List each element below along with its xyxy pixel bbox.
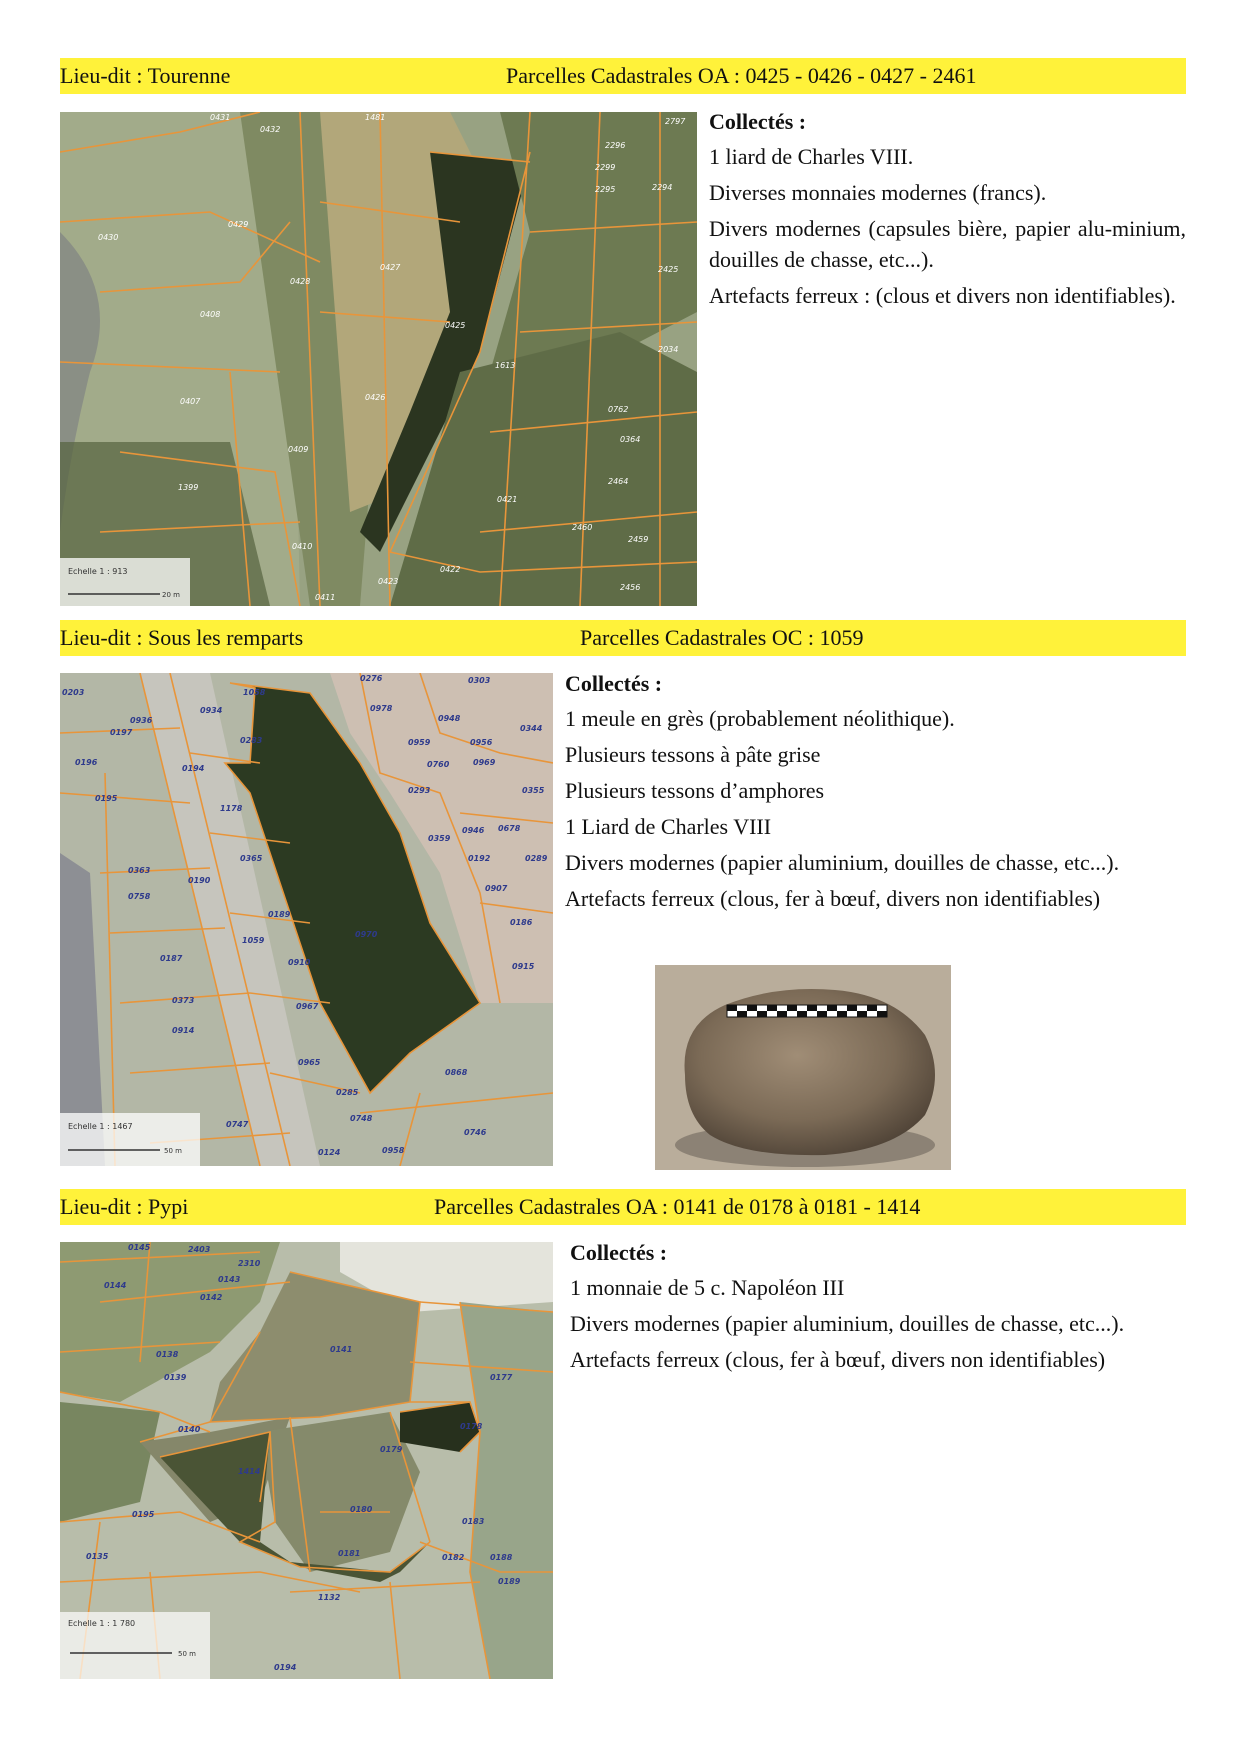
parcel-label: 0373	[172, 996, 195, 1005]
parcel-label: 0355	[522, 786, 545, 795]
parcel-label: 2797	[665, 117, 686, 126]
parcel-label: 2299	[595, 163, 616, 172]
parcel-label: 2456	[620, 583, 641, 592]
parcel-label: 0958	[382, 1146, 405, 1155]
parcel-label: 0946	[462, 826, 485, 835]
parcel-label: 0195	[132, 1510, 155, 1519]
parcel-label: 0203	[62, 688, 85, 697]
cadastral-map-tourenne	[60, 112, 697, 606]
parcel-label: 0293	[408, 786, 431, 795]
parcel-label: 0423	[378, 577, 399, 586]
parcelles-label: Parcelles Cadastrales OA : 0425 - 0426 - 0427 - 2461	[506, 63, 977, 88]
map-scale-bar: 20 m	[162, 591, 180, 599]
parcel-label: 0914	[172, 1026, 195, 1035]
parcel-label: 0180	[350, 1505, 373, 1514]
parcel-label: 0428	[290, 277, 311, 286]
parcel-label: 0303	[468, 676, 491, 685]
parcel-label: 2425	[658, 265, 679, 274]
parcel-label: 0135	[86, 1552, 109, 1561]
lieu-dit-header-pypi	[60, 1189, 1186, 1225]
map-scale-label: Echelle 1 : 1467	[68, 1122, 133, 1131]
parcel-label: 0978	[370, 704, 393, 713]
parcelles-label: Parcelles Cadastrales OA : 0141 de 0178 à 0181 - 1414	[434, 1194, 921, 1219]
parcel-label: 0758	[128, 892, 151, 901]
parcel-label: 2034	[658, 345, 679, 354]
parcel-label: 0289	[525, 854, 548, 863]
parcel-label: 0190	[188, 876, 211, 885]
parcel-label: 0144	[104, 1281, 127, 1290]
parcel-label: 0283	[240, 736, 263, 745]
parcel-label: 0192	[468, 854, 491, 863]
parcel-label: 0194	[182, 764, 205, 773]
lieu-dit-label: Lieu-dit : Sous les remparts	[60, 625, 304, 650]
parcel-label: 0959	[408, 738, 431, 747]
parcel-label: 0407	[180, 397, 201, 406]
collected-list-pypi	[570, 1237, 1186, 1380]
collected-title: Collectés :	[570, 1240, 668, 1265]
parcel-label: 0408	[200, 310, 221, 319]
parcel-label: 2403	[188, 1245, 211, 1254]
parcel-label: 0934	[200, 706, 223, 715]
collected-item: Artefacts ferreux (clous, fer à bœuf, divers non identifiables)	[565, 886, 1101, 911]
collected-item: Divers modernes (papier aluminium, douilles de chasse, etc...).	[565, 850, 1120, 875]
parcel-label: 0188	[490, 1553, 513, 1562]
parcel-label: 0748	[350, 1114, 373, 1123]
parcel-label: 0177	[490, 1373, 513, 1382]
parcel-label: 0967	[296, 1002, 319, 1011]
parcel-label: 0910	[288, 958, 311, 967]
parcel-label: 0431	[210, 113, 231, 122]
parcel-label: 0364	[620, 435, 641, 444]
parcel-label: 0956	[470, 738, 493, 747]
parcel-label: 0139	[164, 1373, 187, 1382]
parcel-label: 0421	[497, 495, 518, 504]
parcel-label: 0747	[226, 1120, 249, 1129]
parcel-label: 0285	[336, 1088, 359, 1097]
collected-item: 1 monnaie de 5 c. Napoléon III	[570, 1275, 845, 1300]
parcel-label: 0124	[318, 1148, 341, 1157]
map-scale-bar: 50 m	[164, 1147, 182, 1155]
collected-title: Collectés :	[709, 109, 807, 134]
parcel-label: 0411	[315, 593, 336, 602]
parcel-label: 0969	[473, 758, 496, 767]
parcel-label: 0426	[365, 393, 386, 402]
parcel-label: 0189	[498, 1577, 521, 1586]
parcel-label: 0187	[160, 954, 183, 963]
parcel-label: 0948	[438, 714, 461, 723]
parcel-label: 0970	[355, 930, 378, 939]
parcel-label: 1058	[243, 688, 266, 697]
map-scale-label: Echelle 1 : 1 780	[68, 1619, 136, 1628]
parcel-label: 0140	[178, 1425, 201, 1434]
parcel-label: 2460	[572, 523, 593, 532]
parcel-label: 0365	[240, 854, 263, 863]
parcel-label: 0196	[75, 758, 98, 767]
parcelles-label: Parcelles Cadastrales OC : 1059	[580, 625, 864, 650]
collected-list-sous-les-remparts	[565, 668, 1186, 919]
parcel-label: 0359	[428, 834, 451, 843]
parcel-label: 0141	[330, 1345, 353, 1354]
parcel-label: 0760	[427, 760, 450, 769]
parcel-label: 0344	[520, 724, 543, 733]
collected-item: 1 meule en grès (probablement néolithique).	[565, 706, 955, 731]
collected-item: Divers modernes (papier aluminium, douilles de chasse, etc...).	[570, 1311, 1125, 1336]
parcel-label: 0907	[485, 884, 508, 893]
parcel-label: 1481	[365, 113, 386, 122]
parcel-label: 0182	[442, 1553, 465, 1562]
map-scale-label: Echelle 1 : 913	[68, 567, 128, 576]
parcel-label: 0432	[260, 125, 281, 134]
parcel-label: 0197	[110, 728, 133, 737]
parcel-label: 0678	[498, 824, 521, 833]
scale-ruler	[727, 1005, 887, 1017]
parcel-label: 0145	[128, 1243, 151, 1252]
parcel-label: 0178	[460, 1422, 483, 1431]
parcel-label: 0422	[440, 565, 461, 574]
collected-item: 1 liard de Charles VIII.	[709, 144, 914, 169]
parcel-label: 0430	[98, 233, 119, 242]
parcel-label: 2310	[238, 1259, 261, 1268]
parcel-label: 2459	[628, 535, 649, 544]
parcel-label: 0762	[608, 405, 629, 414]
parcel-label: 0142	[200, 1293, 223, 1302]
parcel-label: 0363	[128, 866, 151, 875]
collected-item: Divers modernes (capsules bière, papier alu-minium, douilles de chasse, etc...).	[709, 216, 1186, 272]
parcel-label: 2296	[605, 141, 626, 150]
parcel-label: 0138	[156, 1350, 179, 1359]
parcel-label: 0189	[268, 910, 291, 919]
parcel-label: 2295	[595, 185, 616, 194]
parcel-label: 0425	[445, 321, 466, 330]
parcel-label: 0183	[462, 1517, 485, 1526]
parcel-label: 0181	[338, 1549, 361, 1558]
parcel-label: 0746	[464, 1128, 487, 1137]
parcel-label: 0427	[380, 263, 401, 272]
parcel-label: 0179	[380, 1445, 403, 1454]
lieu-dit-label: Lieu-dit : Tourenne	[60, 63, 231, 88]
parcel-label: 2464	[608, 477, 629, 486]
parcel-label: 1414	[238, 1467, 261, 1476]
parcel-label: 0868	[445, 1068, 468, 1077]
parcel-label: 1059	[242, 936, 265, 945]
collected-list-tourenne	[709, 106, 1186, 316]
parcel-label: 0409	[288, 445, 309, 454]
parcel-label: 2294	[652, 183, 673, 192]
parcel-label: 1178	[220, 804, 243, 813]
parcel-label: 0186	[510, 918, 533, 927]
collected-item: 1 Liard de Charles VIII	[565, 814, 772, 839]
collected-item: Plusieurs tessons d’amphores	[565, 778, 825, 803]
parcel-label: 0195	[95, 794, 118, 803]
lieu-dit-label: Lieu-dit : Pypi	[60, 1194, 189, 1219]
parcel-label: 1399	[178, 483, 199, 492]
cadastral-map-sous-les-remparts	[60, 673, 553, 1166]
parcel-label: 0194	[274, 1663, 297, 1672]
millstone-photo	[655, 965, 951, 1170]
parcel-label: 0276	[360, 674, 383, 683]
parcel-label: 0915	[512, 962, 535, 971]
collected-item: Artefacts ferreux (clous, fer à bœuf, divers non identifiables)	[570, 1347, 1106, 1372]
collected-item: Plusieurs tessons à pâte grise	[565, 742, 821, 767]
lieu-dit-header-sous-les-remparts	[60, 620, 1186, 656]
cadastral-map-pypi	[60, 1242, 553, 1679]
parcel-label: 1613	[495, 361, 516, 370]
parcel-label: 0965	[298, 1058, 321, 1067]
parcel-label: 0143	[218, 1275, 241, 1284]
collected-item: Diverses monnaies modernes (francs).	[709, 180, 1047, 205]
parcel-label: 0410	[292, 542, 313, 551]
parcel-label: 1132	[318, 1593, 341, 1602]
map-scale-bar: 50 m	[178, 1650, 196, 1658]
parcel-label: 0936	[130, 716, 153, 725]
lieu-dit-header-tourenne	[60, 58, 1186, 94]
collected-title: Collectés :	[565, 671, 663, 696]
collected-item: Artefacts ferreux : (clous et divers non identifiables).	[709, 283, 1176, 308]
parcel-label: 0429	[228, 220, 249, 229]
